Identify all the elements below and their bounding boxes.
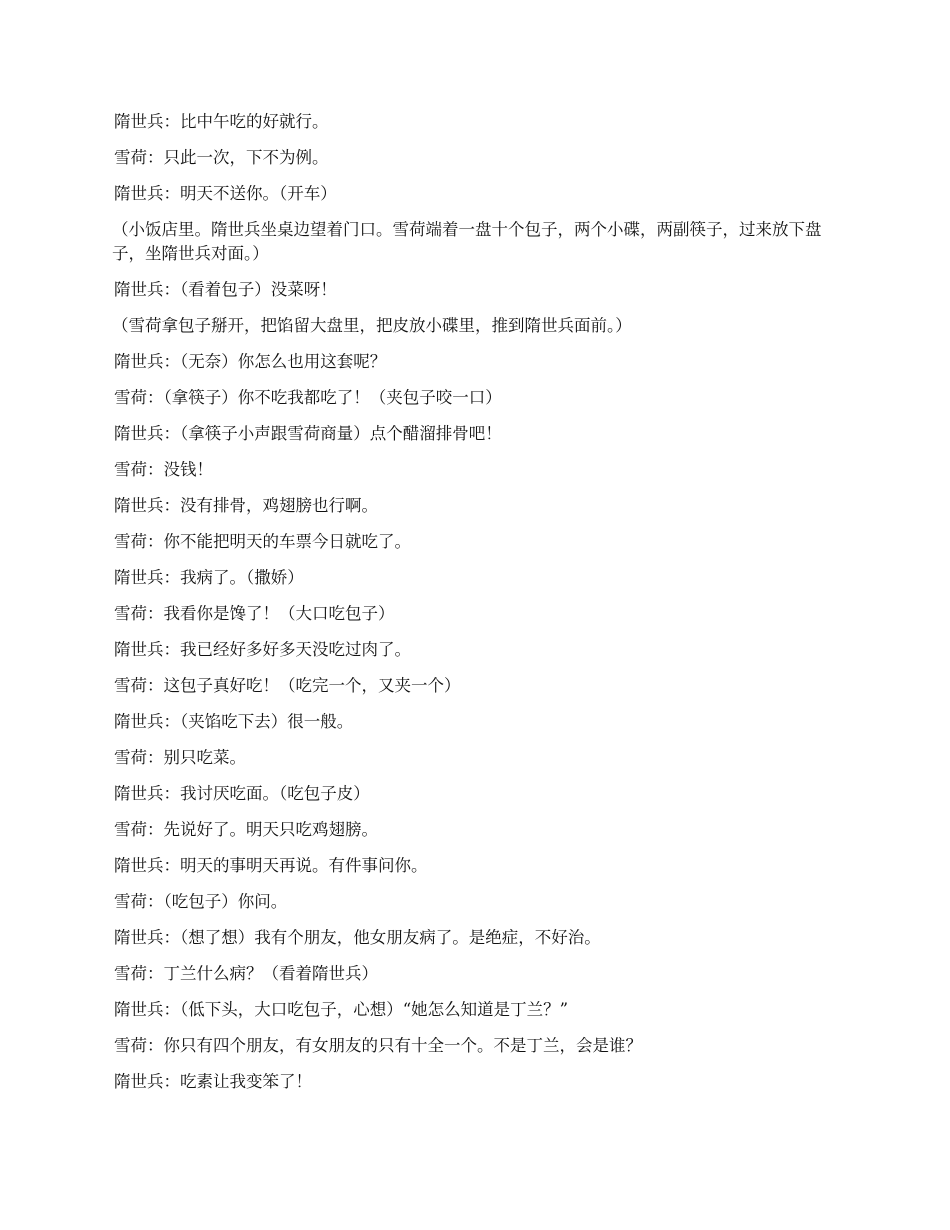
dialogue-line-5: 隋世兵：（看着包子）没菜呀！: [114, 280, 337, 299]
dialogue-line-23: 隋世兵：（想了想）我有个朋友，他女朋友病了。是绝症，不好治。: [114, 928, 601, 947]
dialogue-line-21: 隋世兵：明天的事明天再说。有件事问你。: [114, 856, 428, 875]
dialogue-line-20: 雪荷：先说好了。明天只吃鸡翅膀。: [114, 820, 378, 839]
dialogue-line-26: 雪荷：你只有四个朋友，有女朋友的只有十全一个。不是丁兰，会是谁？: [114, 1036, 642, 1055]
dialogue-line-10: 雪荷：没钱！: [114, 460, 213, 479]
dialogue-line-16: 雪荷：这包子真好吃！（吃完一个，又夹一个）: [114, 676, 461, 695]
stage-direction-2: （雪荷拿包子掰开，把馅留大盘里，把皮放小碟里，推到隋世兵面前。）: [112, 316, 632, 335]
dialogue-line-17: 隋世兵：（夹馅吃下去）很一般。: [114, 712, 354, 731]
dialogue-line-19: 隋世兵：我讨厌吃面。（吃包子皮）: [114, 784, 370, 803]
dialogue-line-22: 雪荷：（吃包子）你问。: [114, 892, 288, 911]
dialogue-line-8: 雪荷：（拿筷子）你不吃我都吃了！（夹包子咬一口）: [114, 388, 502, 407]
dialogue-line-3: 隋世兵：明天不送你。（开车）: [114, 184, 337, 203]
dialogue-line-13: 隋世兵：我病了。（撒娇）: [114, 568, 304, 587]
dialogue-line-2: 雪荷：只此一次，下不为例。: [114, 148, 329, 167]
dialogue-line-15: 隋世兵：我已经好多好多天没吃过肉了。: [114, 640, 411, 659]
dialogue-line-7: 隋世兵：（无奈）你怎么也用这套呢？: [114, 352, 387, 371]
dialogue-line-25: 隋世兵：（低下头，大口吃包子，心想）“她怎么知道是丁兰？”: [114, 1000, 569, 1019]
script-text: [114, 110, 844, 1106]
dialogue-line-27: 隋世兵：吃素让我变笨了！: [114, 1072, 312, 1091]
dialogue-line-24: 雪荷：丁兰什么病？（看着隋世兵）: [114, 964, 378, 983]
dialogue-line-1: 隋世兵：比中午吃的好就行。: [114, 112, 329, 131]
stage-direction-1: （小饭店里。隋世兵坐桌边望着门口。雪荷端着一盘十个包子，两个小碟，两副筷子，过来放下盘子，坐隋世兵对面。）: [112, 220, 822, 263]
dialogue-line-9: 隋世兵：（拿筷子小声跟雪荷商量）点个醋溜排骨吧！: [114, 424, 502, 443]
dialogue-line-11: 隋世兵：没有排骨，鸡翅膀也行啊。: [114, 496, 378, 515]
dialogue-line-18: 雪荷：别只吃菜。: [114, 748, 246, 767]
dialogue-line-14: 雪荷：我看你是馋了！（大口吃包子）: [114, 604, 395, 623]
dialogue-line-12: 雪荷：你不能把明天的车票今日就吃了。: [114, 532, 411, 551]
